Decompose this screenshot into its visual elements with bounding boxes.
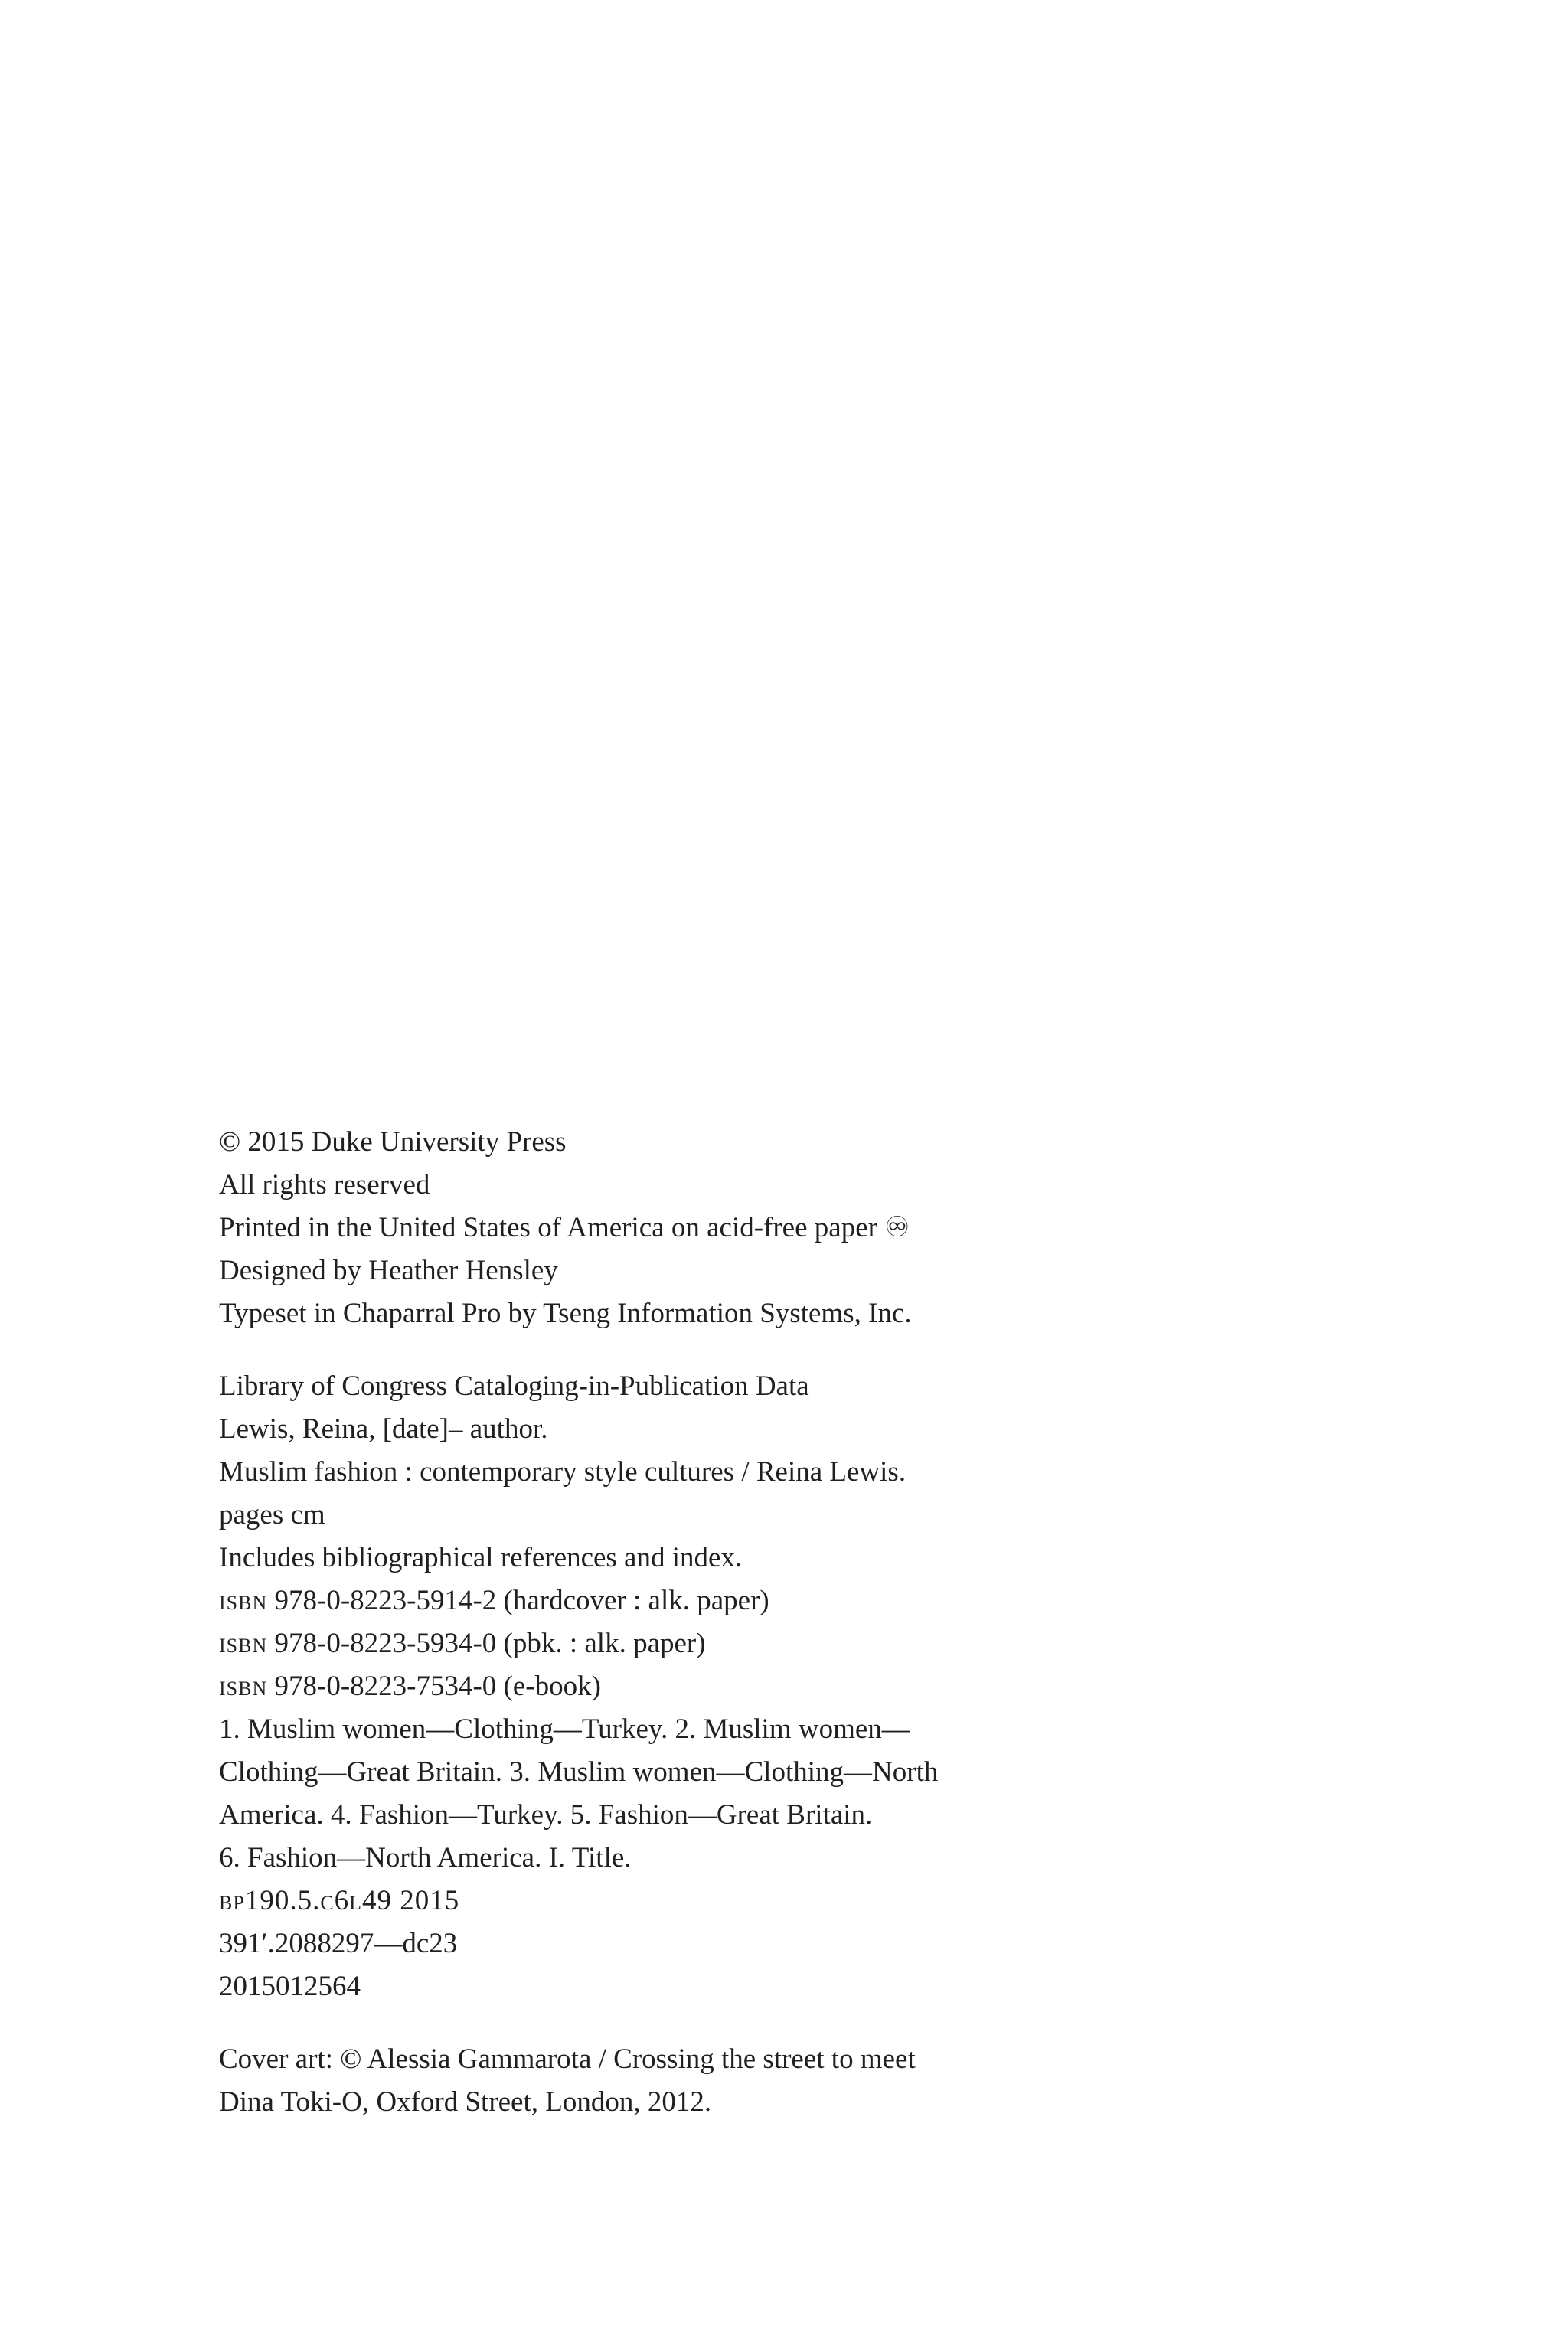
- rights-line: All rights reserved: [219, 1169, 430, 1200]
- cip-author: Lewis, Reina, [date]– author.: [219, 1413, 548, 1445]
- subject-line: 1. Muslim women—Clothing—Turkey. 2. Muslim women—: [219, 1713, 910, 1745]
- isbn-hardcover: [219, 1579, 1367, 1622]
- cip-heading: Library of Congress Cataloging-in-Publication Data: [219, 1370, 809, 1402]
- lccn: 2015012564: [219, 1971, 361, 2002]
- isbn-label: isbn: [219, 1628, 268, 1659]
- isbn-paperback: [219, 1622, 1367, 1665]
- call-number-rest: 190.5.c6l49 2015: [244, 1885, 460, 1916]
- typeset-line: Typeset in Chaparral Pro by Tseng Information Systems, Inc.: [219, 1298, 912, 1329]
- cip-title: Muslim fashion : contemporary style cultures / Reina Lewis.: [219, 1456, 906, 1488]
- isbn-value: 978-0-8223-7534-0 (e-book): [267, 1671, 601, 1702]
- cover-art-line: Cover art: © Alessia Gammarota / Crossing the street to meet: [219, 2043, 916, 2075]
- call-number-prefix: bp: [219, 1885, 245, 1916]
- section-spacer: [219, 2008, 1367, 2038]
- call-number: [219, 1880, 1367, 1922]
- copyright-block: [219, 1121, 1367, 2124]
- isbn-value: 978-0-8223-5914-2 (hardcover : alk. paper): [267, 1585, 769, 1616]
- isbn-label: isbn: [219, 1585, 268, 1616]
- printed-line: Printed in the United States of America on acid-free paper ♾: [219, 1212, 910, 1243]
- section-spacer: [219, 1335, 1367, 1365]
- copyright-line: © 2015 Duke University Press: [219, 1126, 567, 1158]
- isbn-label: isbn: [219, 1671, 268, 1702]
- isbn-ebook: [219, 1665, 1367, 1708]
- designer-line: Designed by Heather Hensley: [219, 1255, 558, 1286]
- subject-line: America. 4. Fashion—Turkey. 5. Fashion—Great Britain.: [219, 1799, 873, 1831]
- cip-notes: Includes bibliographical references and index.: [219, 1542, 743, 1573]
- cover-art-line: Dina Toki-O, Oxford Street, London, 2012.: [219, 2086, 712, 2118]
- subject-line: 6. Fashion—North America. I. Title.: [219, 1842, 632, 1873]
- isbn-value: 978-0-8223-5934-0 (pbk. : alk. paper): [267, 1628, 706, 1659]
- cip-pages: pages cm: [219, 1499, 325, 1530]
- subject-line: Clothing—Great Britain. 3. Muslim women—Clothing—North: [219, 1756, 939, 1788]
- dewey-number: 391′.2088297—dc23: [219, 1928, 458, 1959]
